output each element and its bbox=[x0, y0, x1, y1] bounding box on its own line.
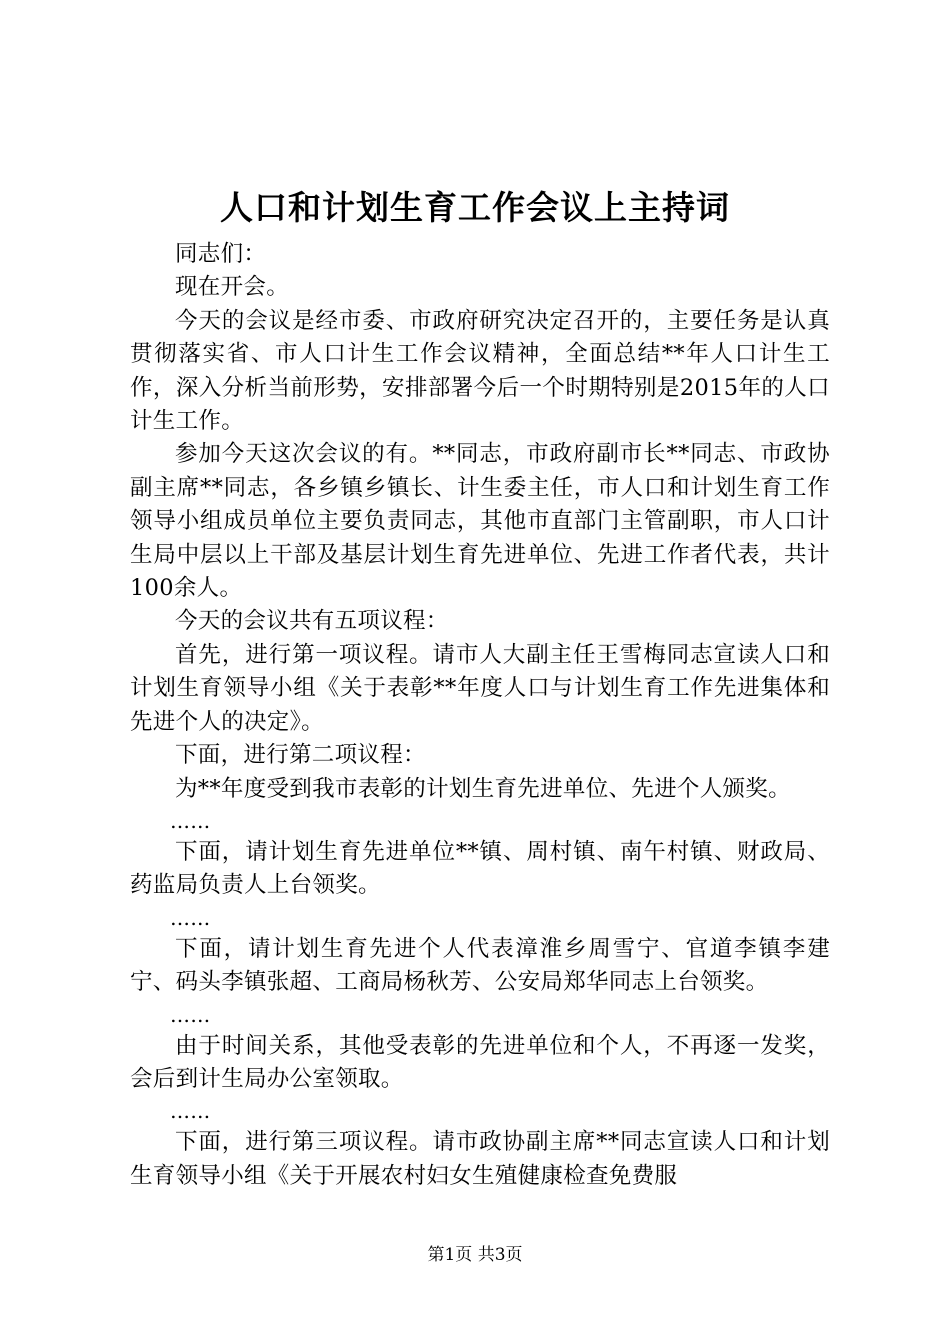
document-body bbox=[130, 238, 830, 1193]
page-footer: 第1页 共3页 bbox=[427, 1245, 523, 1265]
paragraph: 同志们： bbox=[175, 241, 267, 267]
document-title: 人口和计划生育工作会议上主持词 bbox=[220, 188, 730, 227]
ellipsis: …… bbox=[170, 1099, 211, 1124]
paragraph: 今天的会议共有五项议程： bbox=[175, 608, 449, 635]
paragraph: 下面，进行第三项议程。请市政协副主席**同志宣读人口和计划生育领导小组《关于开展农村妇女生殖健康检查免费服 bbox=[130, 1129, 830, 1189]
paragraph: 参加今天这次会议的有。**同志，市政府副市长**同志、市政协副主席**同志，各乡镇乡镇长、计生委主任，市人口和计划生育工作领导小组成员单位主要负责同志，其他市直部门主管副职，市人口计生局中层以上干部及基层计划生育先进单位、先进工作者代表，共计100余人。 bbox=[130, 441, 830, 602]
paragraph: 下面，进行第二项议程： bbox=[175, 742, 426, 769]
paragraph: 今天的会议是经市委、市政府研究决定召开的，主要任务是认真贯彻落实省、市人口计生工作会议精神，全面总结**年人口计生工作，深入分析当前形势，安排部署今后一个时期特别是2015年的人口计生工作。 bbox=[130, 307, 830, 435]
paragraph: 下面，请计划生育先进个人代表漳淮乡周雪宁、官道李镇李建宁、码头李镇张超、工商局杨秋芳、公安局郑华同志上台领奖。 bbox=[130, 935, 830, 996]
paragraph: 现在开会。 bbox=[175, 274, 290, 301]
ellipsis: …… bbox=[170, 1002, 211, 1027]
paragraph: 下面，请计划生育先进单位**镇、周村镇、南午村镇、财政局、药监局负责人上台领奖。 bbox=[130, 838, 830, 899]
paragraph: 首先，进行第一项议程。请市人大副主任王雪梅同志宣读人口和计划生育领导小组《关于表彰**年度人口与计划生育工作先进集体和先进个人的决定》。 bbox=[130, 641, 830, 735]
paragraph: 由于时间关系，其他受表彰的先进单位和个人，不再逐一发奖，会后到计生局办公室领取。 bbox=[130, 1032, 830, 1092]
ellipsis: …… bbox=[170, 905, 211, 930]
paragraph: 为**年度受到我市表彰的计划生育先进单位、先进个人颁奖。 bbox=[175, 775, 791, 802]
ellipsis: …… bbox=[170, 808, 211, 833]
